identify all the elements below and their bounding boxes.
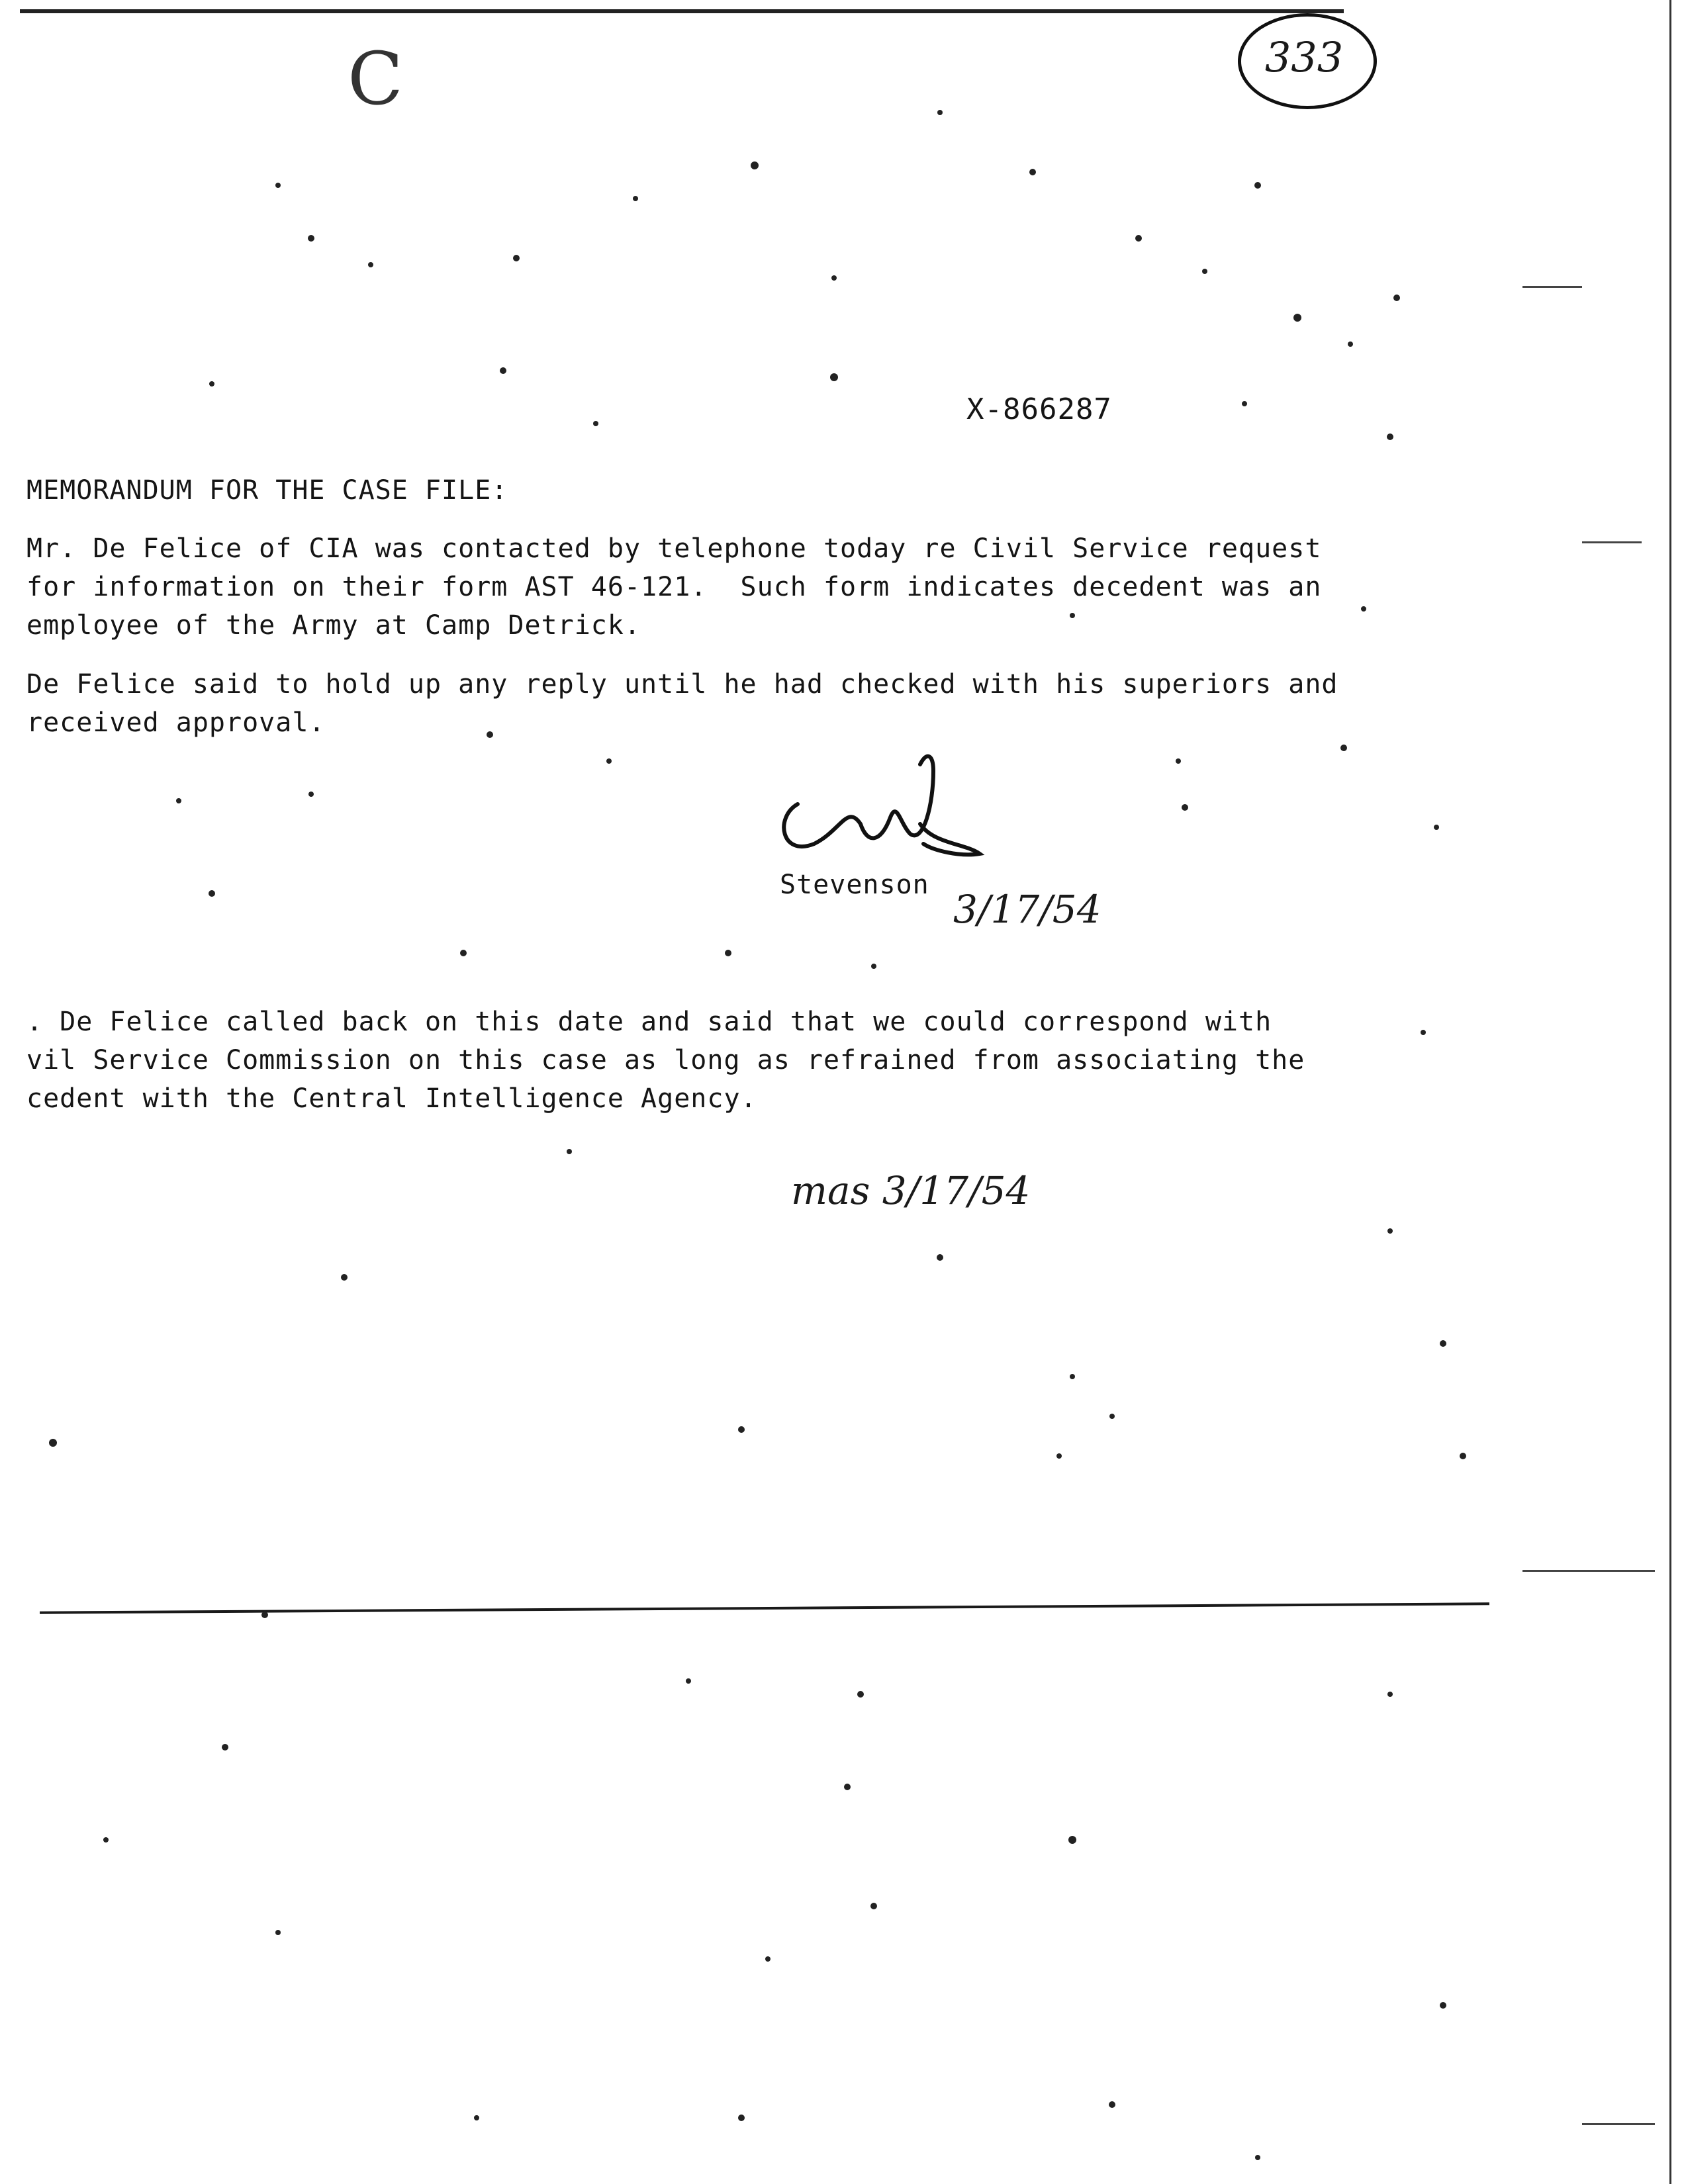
file-number: X-866287 — [966, 392, 1112, 426]
initials-and-date: mas 3/17/54 — [791, 1168, 1031, 1213]
memo-paragraph-2: De Felice said to hold up any reply until he had checked with his superiors and received approval. — [26, 669, 1338, 738]
page-number: 333 — [1264, 33, 1344, 81]
memo-paragraph-1: Mr. De Felice of CIA was contacted by telephone today re Civil Service request for information on their form AST 46-121. Such form indicates decedent was an employee of the Army at Camp Detrick. — [26, 533, 1322, 641]
memo-heading: MEMORANDUM FOR THE CASE FILE: — [26, 475, 508, 506]
memo-paragraph-3: . De Felice called back on this date and said that we could correspond with vil Service Commission on this case as long as refrained from associating the cedent with the Central Intelligence Agency. — [26, 1007, 1305, 1114]
signature-date: 3/17/54 — [953, 887, 1101, 932]
signer-name: Stevenson — [780, 870, 929, 900]
punch-hole-mark: C — [348, 36, 404, 121]
